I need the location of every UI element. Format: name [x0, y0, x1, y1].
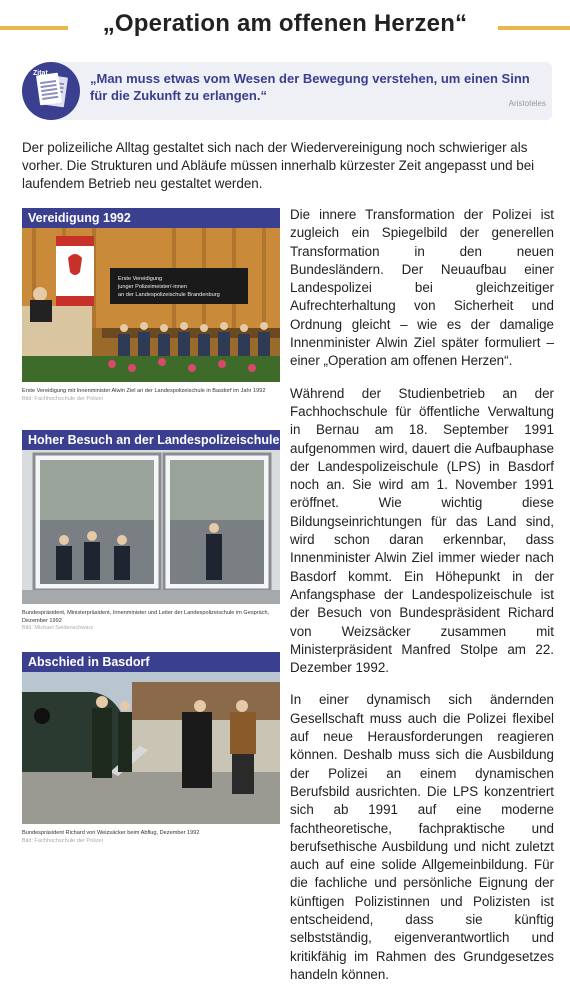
body-text: [290, 206, 554, 998]
svg-text:Erste Vereidigung: Erste Vereidigung: [118, 276, 163, 282]
section-heading-vereidigung: Vereidigung 1992: [22, 208, 280, 228]
svg-text:an der Landespolizeischule Bra: an der Landespolizeischule Brandenburg: [118, 292, 220, 298]
intro-paragraph: Der polizeiliche Alltag gestaltet sich nach der Wiedervereinigung noch schwieriger als vorher. Die Strukturen und Abläufe müssen innerhalb kürzester Zeit angepasst und bei laufendem Betrieb neu gestaltet werden.: [22, 140, 535, 191]
body-paragraph: In einer dynamisch sich ändernden Gesellschaft muss auch die Polizei flexibel auf neue Herausforderungen reagieren können. Deshalb muss sich die Ausbildung der Polizei an einem dynamischen Berufsbild ausrichten. Die LPS konzentriert sich ab 1991 auf eine moderne fachtheoretische, fachpraktische und berufsethische Ausbildung und nicht zuletzt auch auf eine solide Allgemeinbildung. Für die fachliche und persönliche Eignung der künftigen Polizistinnen und Polizisten ist entscheidend, dass sie künftig selbstständig, eigenverantwortlich und kritikfähig im Rahmen des Grundgesetzes handeln können.: [290, 692, 554, 982]
title-row: [0, 10, 570, 40]
quote-text: „Man muss etwas vom Wesen der Bewegung verstehen, um einen Sinn für die Zukunft zu erlangen.“: [90, 71, 530, 103]
photo-hoher-besuch: [22, 450, 280, 604]
quote-author: Aristoteles: [508, 99, 546, 108]
quote-icon-label: Zitat: [33, 70, 48, 77]
quote-document-icon: [22, 62, 80, 120]
quote-box: [22, 62, 552, 120]
title-rule-right: [498, 26, 570, 30]
body-paragraph: Während der Studienbetrieb an der Fachhochschule für öffentliche Verwaltung in Bernau am 18. September 1991 aufgenommen wird, dauert die Aufbauphase der Landespolizeischule (LPS) in Basdorf noch an. Sie wird am 1. November 1991 eröffnet. Wie wichtig diese Bildungseinrichtungen für das Land sind, wird schon daran erkennbar, dass Innenminister Alwin Ziel immer wieder nach Basdorf kommt. Ein Höhepunkt in der Anfangsphase der Landespolizeischule ist der Besuch von Bundespräsident Richard von Weizsäcker zusammen mit Ministerpräsident Manfred Stolpe am 22. Dezember 1992.: [290, 385, 554, 676]
body-paragraph: Die innere Transformation der Polizei ist zugleich ein Spiegelbild der generellen Transformation in den neuen Bundesländern. Der Neuaufbau einer Landespolizei bei gleichzeitiger Aufrechterhaltung von Sicherheit und Ordnung gleicht – wie es der damalige Innenminister Alwin Ziel später formuliert – einer „Operation am offenen Herzen“.: [290, 207, 554, 369]
section-heading-hoher-besuch: Hoher Besuch an der Landespolizeischule: [22, 430, 280, 450]
photo-vereidigung: [22, 228, 280, 382]
photo-abschied: [22, 672, 280, 824]
page-title: „Operation am offenen Herzen“: [102, 10, 468, 37]
caption-abschied: Bundespräsident Richard von Weizsäcker beim Abflug, Dezember 1992 Bild: Fachhochschule der Polizei: [22, 830, 200, 844]
caption-hoher-besuch: Bundespräsident, Ministerpräsident, Innenminister und Leiter der Landespolizeischule im Gespräch, Dezember 1992 Bild: Michael Seidenschwarz: [22, 610, 270, 631]
caption-vereidigung: Erste Vereidigung mit Innenminister Alwin Ziel an der Landespolizeischule in Basdorf im Jahr 1992 Bild: Fachhochschule der Polizei: [22, 388, 266, 402]
svg-text:junger Polizeimeister/-innen: junger Polizeimeister/-innen: [118, 284, 188, 290]
section-heading-abschied: Abschied in Basdorf: [22, 652, 280, 672]
